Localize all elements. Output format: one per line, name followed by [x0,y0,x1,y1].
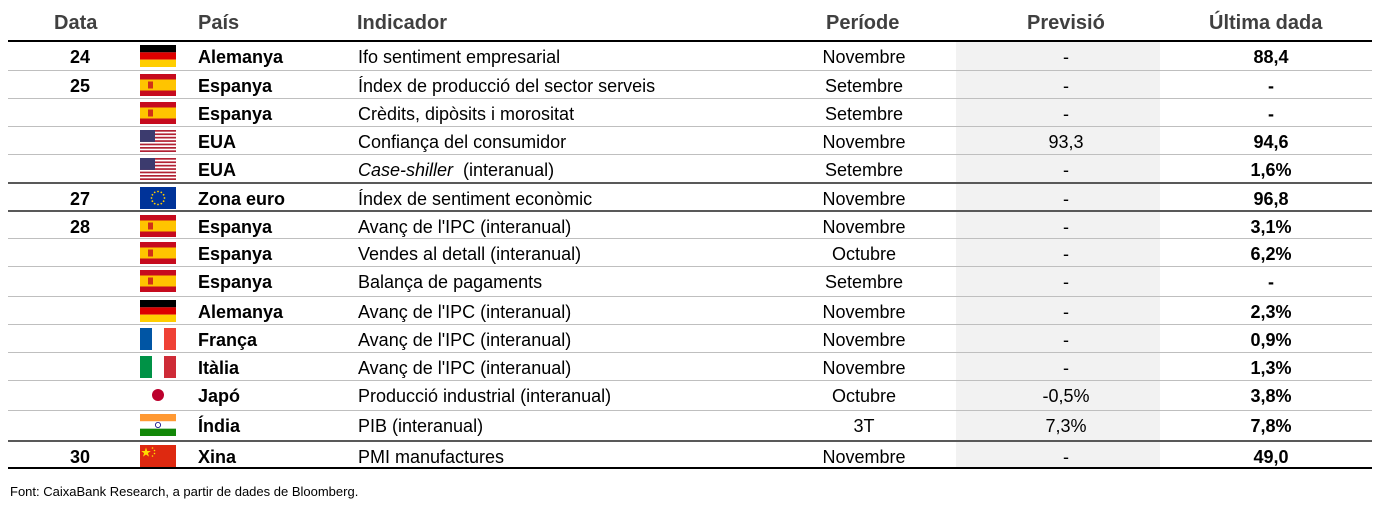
row-date: 25 [69,76,91,96]
row-period: Octubre [831,386,897,406]
row-indicator-italic: Case-shiller [358,160,454,180]
row-last-value: 1,3% [1250,358,1292,378]
row-last-value: 49,0 [1253,447,1289,467]
spain-flag-icon [140,74,176,96]
japan-flag-icon [140,384,176,406]
row-last-value: - [1268,272,1274,292]
row-forecast: - [1063,330,1069,350]
row-last-value: 6,2% [1250,244,1292,264]
header-indicator: Indicador [357,12,448,34]
row-forecast: - [1063,272,1069,292]
row-last-value: 88,4 [1253,47,1289,67]
row-indicator-text: Avanç de l'IPC (interanual) [358,217,572,237]
row-indicator [358,132,566,152]
eu-flag-icon [140,187,176,209]
table-row [8,42,1372,70]
row-forecast: 7,3% [1045,416,1087,436]
spain-flag-icon [140,270,176,292]
row-period: Novembre [822,330,906,350]
row-country: Espanya [198,104,273,124]
row-indicator-text: Avanç de l'IPC (interanual) [358,358,572,378]
row-period: Novembre [822,47,906,67]
table-row [8,380,1372,409]
row-indicator-text: Índex de sentiment econòmic [358,189,593,209]
row-last-value: 3,1% [1250,217,1292,237]
table-row [8,98,1372,127]
row-last-value: - [1268,104,1274,124]
row-last-value: 1,6% [1250,160,1292,180]
row-last-value: - [1268,76,1274,96]
row-forecast: - [1063,189,1069,209]
row-country: Espanya [198,76,273,96]
row-indicator [358,386,611,406]
row-indicator [358,104,574,124]
row-country: Alemanya [198,302,284,322]
header-period: Període [826,12,900,34]
row-indicator-text: Vendes al detall (interanual) [358,244,582,264]
row-date: 28 [69,217,91,237]
row-indicator [358,447,504,467]
spain-flag-icon [140,242,176,264]
row-forecast: - [1063,302,1069,322]
header-last: Última dada [1209,12,1323,34]
row-period: Novembre [822,217,906,237]
row-indicator [358,47,560,67]
row-country: Japó [198,386,241,406]
row-period: Novembre [822,189,906,209]
row-country: Itàlia [198,358,240,378]
row-country: França [198,330,258,350]
row-indicator-text: Confiança del consumidor [358,132,567,152]
row-indicator [358,302,571,322]
row-period: Setembre [824,76,904,96]
bottom-rule [8,467,1372,469]
row-indicator [358,76,655,96]
row-period: Novembre [822,447,906,467]
row-indicator-text: Avanç de l'IPC (interanual) [358,330,572,350]
row-indicator-text: (interanual) [463,160,555,180]
table-row [8,210,1372,240]
china-flag-icon [140,445,176,467]
row-indicator-text: Índex de producció del sector serveis [358,76,656,96]
row-country: Xina [198,447,237,467]
row-date: 27 [69,189,91,209]
row-forecast: - [1063,358,1069,378]
row-country: EUA [198,160,237,180]
header-date: Data [54,12,98,34]
france-flag-icon [140,328,176,350]
row-forecast: -0,5% [1042,386,1090,406]
row-forecast: - [1063,160,1069,180]
table-row [8,324,1372,353]
row-period: Novembre [822,132,906,152]
row-indicator-text: Crèdits, dipòsits i morositat [358,104,575,124]
row-indicator-text: Avanç de l'IPC (interanual) [358,302,572,322]
row-indicator [358,272,542,292]
row-indicator [358,244,581,264]
spain-flag-icon [140,215,176,237]
usa-flag-icon [140,130,176,152]
row-last-value: 7,8% [1250,416,1292,436]
row-forecast: - [1063,76,1069,96]
row-forecast: - [1063,244,1069,264]
row-indicator [358,189,592,209]
table-row [8,266,1372,295]
table-row [8,70,1372,99]
table-row [8,440,1372,470]
row-country: Índia [198,416,241,436]
row-date: 30 [69,447,91,467]
row-indicator [358,358,571,378]
row-forecast: - [1063,447,1069,467]
row-period: Novembre [822,302,906,322]
row-country: EUA [198,132,237,152]
row-period: Novembre [822,358,906,378]
row-period: Octubre [831,244,897,264]
row-last-value: 3,8% [1250,386,1292,406]
header-forecast: Previsió [1027,12,1105,34]
row-indicator-text: PIB (interanual) [358,416,484,436]
row-country: Zona euro [198,189,286,209]
row-forecast: - [1063,217,1069,237]
footnote: Font: CaixaBank Research, a partir de dades de Bloomberg. [10,484,359,499]
italy-flag-icon [140,356,176,378]
row-period: Setembre [824,160,904,180]
row-country: Alemanya [198,47,284,67]
table-row [8,154,1372,183]
table-row [8,352,1372,381]
row-period: 3T [853,416,875,436]
table-row [8,182,1372,212]
row-country: Espanya [198,272,273,292]
spain-flag-icon [140,102,176,124]
usa-flag-icon [140,158,176,180]
table-row [8,410,1372,439]
header-country: País [198,12,240,34]
row-forecast: 93,3 [1048,132,1084,152]
row-last-value: 2,3% [1250,302,1292,322]
row-indicator-text: Balança de pagaments [358,272,543,292]
row-indicator [358,416,483,436]
germany-flag-icon [140,300,176,322]
table-row [8,296,1372,325]
row-indicator-text: PMI manufactures [358,447,505,467]
india-flag-icon [140,414,176,436]
table-row [8,126,1372,155]
row-last-value: 0,9% [1250,330,1292,350]
row-country: Espanya [198,217,273,237]
table-row [8,238,1372,267]
row-date: 24 [69,47,91,67]
row-indicator [358,160,554,180]
row-indicator [358,330,571,350]
row-period: Setembre [824,272,904,292]
germany-flag-icon [140,45,176,67]
row-last-value: 94,6 [1253,132,1289,152]
row-country: Espanya [198,244,273,264]
row-indicator-text: Ifo sentiment empresarial [358,47,561,67]
row-forecast: - [1063,104,1069,124]
row-period: Setembre [824,104,904,124]
row-last-value: 96,8 [1253,189,1289,209]
row-indicator-text: Producció industrial (interanual) [358,386,612,406]
row-forecast: - [1063,47,1069,67]
row-indicator [358,217,571,237]
